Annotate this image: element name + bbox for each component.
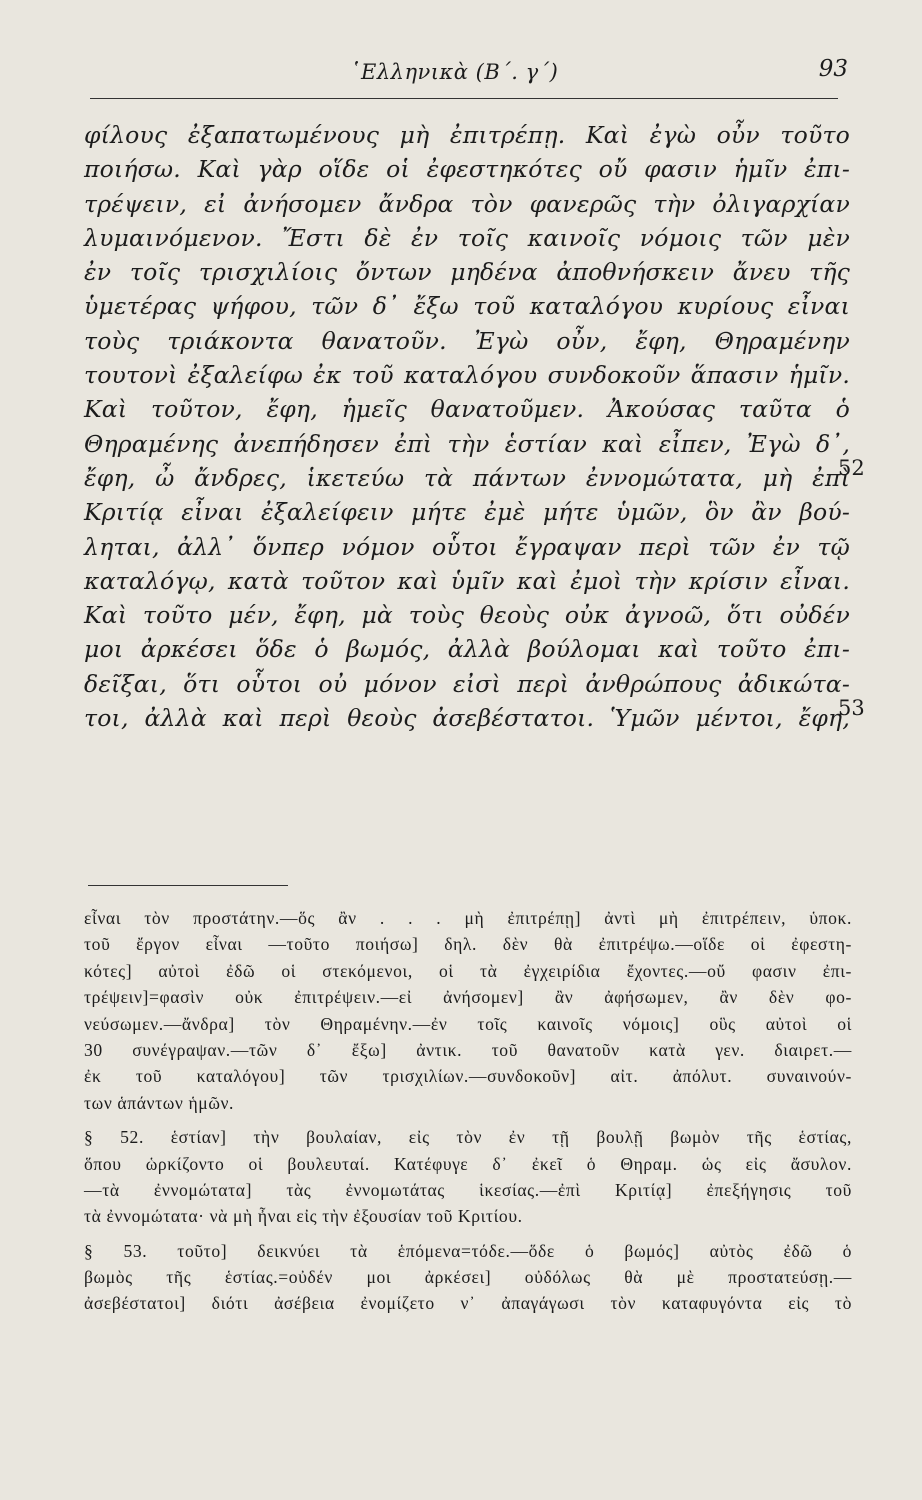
text-line: Θηραμένης ἀνεπήδησεν ἐπὶ τὴν ἑστίαν καὶ εἶπεν, Ἐγὼ δ᾿, bbox=[84, 429, 850, 458]
commentary-notes bbox=[84, 905, 852, 1317]
note-line: ἐκ τοῦ καταλόγου] τῶν τρισχιλίων.—συνδοκοῦν] αἰτ. ἀπόλυτ. συναινούν- bbox=[84, 1066, 852, 1087]
section-number-52: 52 bbox=[838, 456, 865, 480]
header-rule bbox=[90, 98, 838, 99]
text-line: Καὶ τοῦτον, ἔφη, ἡμεῖς θανατοῦμεν. Ἀκούσας ταῦτα ὁ bbox=[84, 395, 850, 424]
note-line: τοῦ ἔργον εἶναι —τοῦτο ποιήσω] δηλ. δὲν θὰ ἐπιτρέψω.—οἵδε οἱ ἐφεστη- bbox=[84, 934, 852, 955]
text-line: ληται, ἀλλ᾿ ὅνπερ νόμον οὗτοι ἔγραψαν περὶ τῶν ἐν τῷ bbox=[84, 532, 850, 561]
text-line: τοι, ἀλλὰ καὶ περὶ θεοὺς ἀσεβέστατοι. Ὑμῶν μέντοι, ἔφη, bbox=[84, 704, 850, 733]
note-line: τρέψειν]=φασὶν οὐκ ἐπιτρέψειν.—εἰ ἀνήσομεν] ἂν ἀφήσωμεν, ἂν δὲν φο- bbox=[84, 987, 852, 1008]
note-line: § 52. ἑστίαν] τὴν βουλαίαν, εἰς τὸν ἐν τῇ βουλῇ βωμὸν τῆς ἑστίας, bbox=[84, 1127, 852, 1148]
text-line: τοὺς τριάκοντα θανατοῦν. Ἐγὼ οὖν, ἔφη, Θηραμένην bbox=[84, 326, 850, 355]
page-number: 93 bbox=[818, 56, 848, 82]
text-line: καταλόγῳ, κατὰ τοῦτον καὶ ὑμῖν καὶ ἐμοὶ τὴν κρίσιν εἶναι. bbox=[84, 566, 850, 595]
text-line: τρέψειν, εἰ ἀνήσομεν ἄνδρα τὸν φανερῶς τὴν ὀλιγαρχίαν bbox=[84, 189, 850, 218]
note-line: ἀσεβέστατοι] διότι ἀσέβεια ἐνομίζετο ν᾿ ἀπαγάγωσι τὸν καταφυγόντα εἰς τὸ bbox=[84, 1293, 852, 1314]
text-line: Καὶ τοῦτο μέν, ἔφη, μὰ τοὺς θεοὺς οὐκ ἀγνοῶ, ὅτι οὐδέν bbox=[84, 601, 850, 630]
main-text bbox=[84, 118, 850, 735]
note-line: 30 συνέγραψαν.—τῶν δ᾿ ἔξω] ἀντικ. τοῦ θανατοῦν κατὰ γεν. διαιρετ.— bbox=[84, 1039, 852, 1060]
page-header bbox=[90, 56, 850, 96]
text-line: ἔφη, ὦ ἄνδρες, ἱκετεύω τὰ πάντων ἐννομώτατα, μὴ ἐπὶ bbox=[84, 463, 850, 492]
text-line: τουτονὶ ἐξαλείφω ἐκ τοῦ καταλόγου συνδοκοῦν ἅπασιν ἡμῖν. bbox=[84, 361, 850, 390]
footnote-rule bbox=[88, 885, 288, 886]
text-line: Κριτίᾳ εἶναι ἐξαλείφειν μήτε ἐμὲ μήτε ὑμῶν, ὃν ἂν βού- bbox=[84, 498, 850, 527]
text-line: φίλους ἐξαπατωμένους μὴ ἐπιτρέπῃ. Καὶ ἐγὼ οὖν τοῦτο bbox=[84, 121, 850, 149]
note-line: ὅπου ὡρκίζοντο οἱ βουλευταί. Κατέφυγε δ᾿ ἐκεῖ ὁ Θηραμ. ὡς εἰς ἄσυλον. bbox=[84, 1153, 852, 1174]
running-head: ῾Ελληνικὰ (Β΄. γ΄) bbox=[350, 60, 559, 84]
note-line: τὰ ἐννομώτατα· νὰ μὴ ἦναι εἰς τὴν ἐξουσίαν τοῦ Κριτίου. bbox=[84, 1206, 523, 1227]
text-line: ποιήσω. Καὶ γὰρ οἵδε οἱ ἐφεστηκότες οὔ φασιν ἡμῖν ἐπι- bbox=[84, 155, 850, 184]
note-line: βωμὸς τῆς ἑστίας.=οὐδέν μοι ἀρκέσει] οὐδόλως θὰ μὲ προστατεύσῃ.— bbox=[84, 1267, 852, 1288]
text-line: μοι ἀρκέσει ὅδε ὁ βωμός, ἀλλὰ βούλομαι καὶ τοῦτο ἐπι- bbox=[84, 635, 850, 664]
note-line: των ἁπάντων ἡμῶν. bbox=[84, 1092, 235, 1113]
note-line: —τὰ ἐννομώτατα] τὰς ἐννομωτάτας ἱκεσίας.—ἐπὶ Κριτίᾳ] ἐπεξήγησις τοῦ bbox=[84, 1179, 852, 1200]
note-line: § 53. τοῦτο] δεικνύει τὰ ἑπόμενα=τόδε.—ὅδε ὁ βωμός] αὐτὸς ἐδῶ ὁ bbox=[84, 1240, 852, 1261]
text-line: ὑμετέρας ψήφου, τῶν δ᾿ ἔξω τοῦ καταλόγου κυρίους εἶναι bbox=[84, 292, 850, 321]
note-line: νεύσωμεν.—ἄνδρα] τὸν Θηραμένην.—ἐν τοῖς καινοῖς νόμοις] οὓς αὐτοὶ οἱ bbox=[84, 1013, 852, 1034]
section-number-53: 53 bbox=[838, 696, 865, 720]
text-line: ἐν τοῖς τρισχιλίοις ὄντων μηδένα ἀποθνήσκειν ἄνευ τῆς bbox=[84, 258, 850, 287]
note-line: εἶναι τὸν προστάτην.—ὅς ἂν . . . μὴ ἐπιτρέπῃ] ἀντὶ μὴ ἐπιτρέπειν, ὑποκ. bbox=[84, 908, 852, 928]
note-line: κότες] αὐτοὶ ἐδῶ οἱ στεκόμενοι, οἱ τὰ ἐγχειρίδια ἔχοντες.—οὔ φασιν ἐπι- bbox=[84, 960, 852, 981]
text-line: λυμαινόμενον. Ἔστι δὲ ἐν τοῖς καινοῖς νόμοις τῶν μὲν bbox=[84, 223, 850, 252]
text-line: δεῖξαι, ὅτι οὗτοι οὐ μόνον εἰσὶ περὶ ἀνθρώπους ἀδικώτα- bbox=[84, 669, 850, 698]
